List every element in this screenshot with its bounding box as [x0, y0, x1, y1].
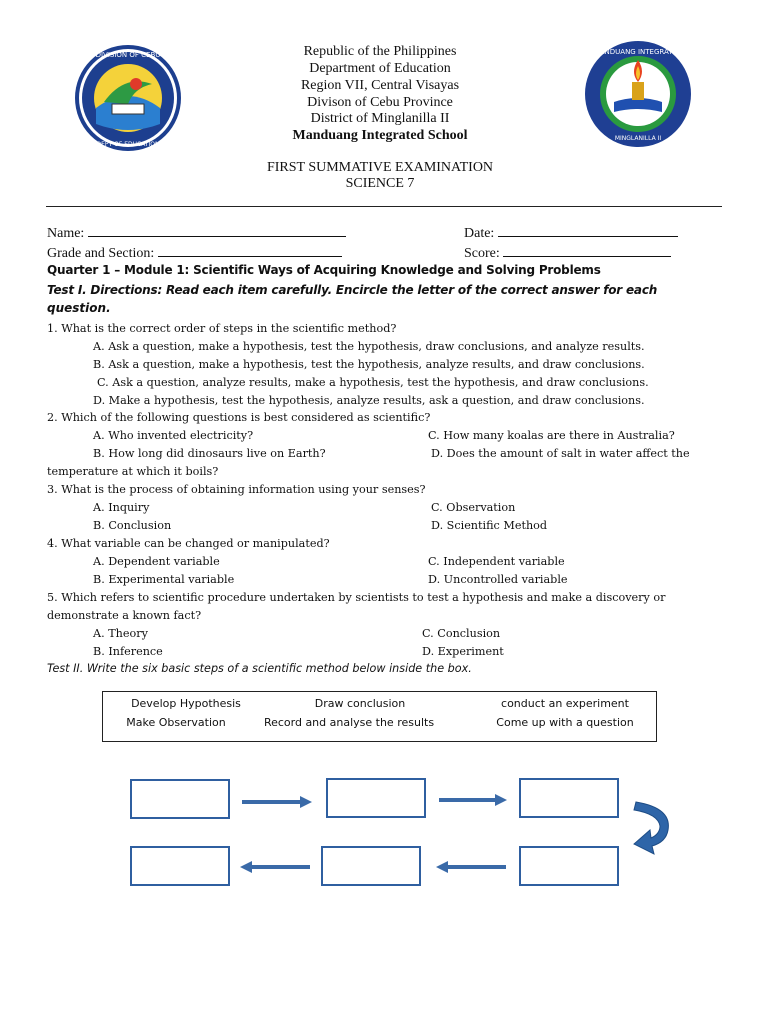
score-blank[interactable]	[503, 244, 671, 257]
module-title: Quarter 1 – Module 1: Scientific Ways of Acquiring Knowledge and Solving Problems	[47, 263, 601, 277]
word-bank-come-up-question: Come up with a question	[496, 716, 634, 729]
name-label: Name:	[47, 226, 85, 241]
header-divider	[46, 206, 722, 207]
arrow-left-1-icon	[434, 860, 508, 874]
q5-stem-line2: demonstrate a known fact?	[47, 609, 202, 622]
q3-option-a[interactable]: A. Inquiry	[93, 501, 150, 514]
q4-option-c[interactable]: C. Independent variable	[428, 555, 565, 568]
header-line-1: Republic of the Philippines	[303, 44, 457, 59]
q5-option-d[interactable]: D. Experiment	[422, 645, 504, 658]
step-box-3[interactable]	[519, 778, 619, 818]
q5-option-a[interactable]: A. Theory	[93, 627, 148, 640]
grade-section-field[interactable]	[47, 244, 342, 262]
q5-option-c[interactable]: C. Conclusion	[422, 627, 501, 640]
arrow-right-2-icon	[437, 793, 509, 807]
score-label: Score:	[464, 246, 500, 261]
q4-stem: 4. What variable can be changed or manipulated?	[47, 537, 330, 550]
word-bank-conduct-experiment: conduct an experiment	[501, 697, 629, 710]
step-box-6[interactable]	[130, 846, 230, 886]
word-bank-draw-conclusion: Draw conclusion	[314, 697, 406, 710]
school-name: Manduang Integrated School	[292, 128, 468, 143]
q3-stem: 3. What is the process of obtaining information using your senses?	[47, 483, 426, 496]
q2-option-a[interactable]: A. Who invented electricity?	[93, 429, 254, 442]
q5-stem-line1: 5. Which refers to scientific procedure undertaken by scientists to test a hypothesis and make a discovery or	[47, 591, 666, 604]
q3-option-d[interactable]: D. Scientific Method	[431, 519, 548, 532]
date-blank[interactable]	[498, 224, 678, 237]
word-bank-record-analyse: Record and analyse the results	[263, 716, 435, 729]
date-label: Date:	[464, 226, 495, 241]
q1-stem: 1. What is the correct order of steps in the scientific method?	[47, 322, 397, 335]
arrow-right-1-icon	[240, 795, 314, 809]
header-line-3: Region VII, Central Visayas	[300, 78, 460, 93]
test2-directions: Test II. Write the six basic steps of a scientific method below inside the box.	[47, 662, 472, 675]
step-box-1[interactable]	[130, 779, 230, 819]
header-line-4: Divison of Cebu Province	[307, 95, 453, 110]
test1-directions-line2: question.	[47, 301, 111, 315]
q3-option-c[interactable]: C. Observation	[431, 501, 516, 514]
exam-title: FIRST SUMMATIVE EXAMINATION	[266, 160, 494, 175]
step-box-5[interactable]	[321, 846, 421, 886]
header-line-2: Department of Education	[309, 61, 451, 76]
q2-option-d-continued: temperature at which it boils?	[47, 465, 219, 478]
svg-text:DEPT OF EDUCATION: DEPT OF EDUCATION	[96, 141, 160, 148]
q2-option-c[interactable]: C. How many koalas are there in Australia?	[428, 429, 675, 442]
q1-option-c[interactable]: C. Ask a question, analyze results, make a hypothesis, test the hypothesis, and draw conclusions.	[97, 376, 649, 389]
step-box-4[interactable]	[519, 846, 619, 886]
svg-text:DIVISION OF CEBU: DIVISION OF CEBU	[95, 51, 161, 59]
name-field[interactable]	[47, 224, 346, 242]
q1-option-d[interactable]: D. Make a hypothesis, test the hypothesis, analyze results, ask a question, and draw conclusions.	[93, 394, 645, 407]
q3-option-b[interactable]: B. Conclusion	[93, 519, 172, 532]
q5-option-b[interactable]: B. Inference	[93, 645, 163, 658]
grade-section-label: Grade and Section:	[47, 246, 155, 261]
svg-text:MANDUANG INTEGRATED: MANDUANG INTEGRATED	[593, 48, 683, 56]
q1-option-b[interactable]: B. Ask a question, make a hypothesis, test the hypothesis, analyze results, and draw conclusions.	[93, 358, 645, 371]
q2-option-d[interactable]: D. Does the amount of salt in water affect the	[431, 447, 690, 460]
subject-title: SCIENCE 7	[345, 176, 415, 191]
date-field[interactable]	[464, 224, 678, 242]
score-field[interactable]	[464, 244, 671, 262]
school-seal	[584, 40, 692, 148]
directions-word-question: question	[47, 301, 107, 315]
name-blank[interactable]	[88, 224, 346, 237]
q2-stem: 2. Which of the following questions is best considered as scientific?	[47, 411, 431, 424]
word-bank-make-observation: Make Observation	[126, 716, 226, 729]
grade-section-blank[interactable]	[158, 244, 342, 257]
q4-option-a[interactable]: A. Dependent variable	[93, 555, 220, 568]
q1-option-a[interactable]: A. Ask a question, make a hypothesis, test the hypothesis, draw conclusions, and analyze results.	[93, 340, 645, 353]
q4-option-b[interactable]: B. Experimental variable	[93, 573, 235, 586]
svg-text:MINGLANILLA II: MINGLANILLA II	[614, 135, 662, 142]
division-of-cebu-seal	[74, 44, 182, 152]
header-line-5: District of Minglanilla II	[310, 111, 450, 126]
step-box-2[interactable]	[326, 778, 426, 818]
test1-directions-line1: Test I. Directions: Read each item carefully. Encircle the letter of the correct answer for each	[47, 283, 658, 297]
q4-option-d[interactable]: D. Uncontrolled variable	[428, 573, 568, 586]
curved-arrow-down-icon	[630, 796, 676, 862]
arrow-left-2-icon	[238, 860, 312, 874]
word-bank-develop-hypothesis: Develop Hypothesis	[131, 697, 241, 710]
q2-option-b[interactable]: B. How long did dinosaurs live on Earth?	[93, 447, 326, 460]
